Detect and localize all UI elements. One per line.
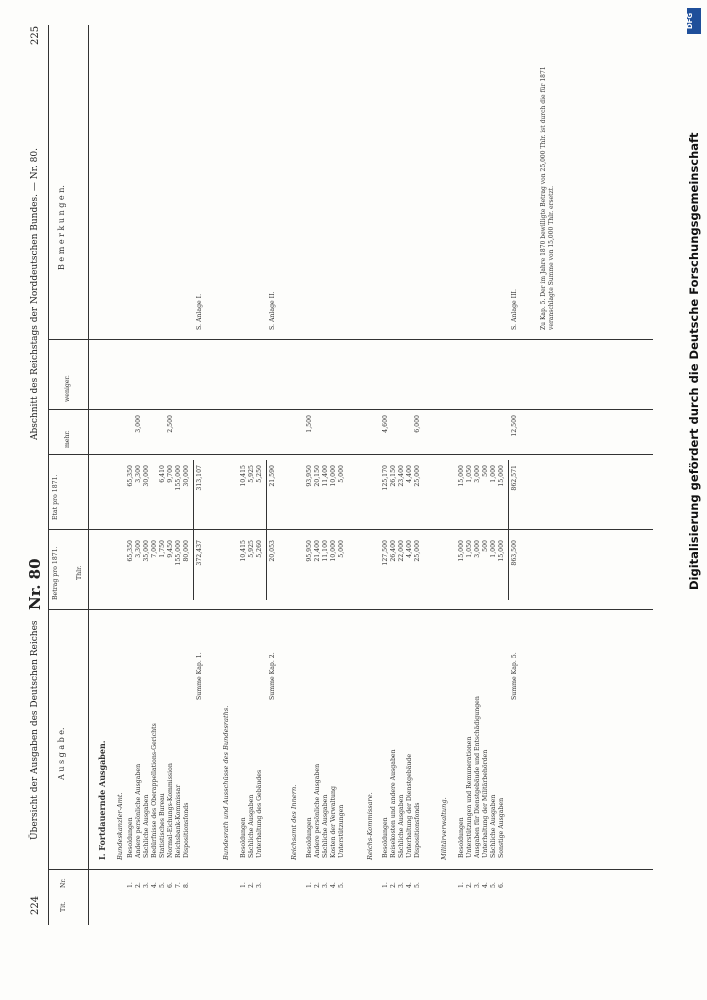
row-value: 3,300 <box>135 540 142 558</box>
row-etat: 155,000 <box>175 465 182 491</box>
page-number-left: 224 <box>30 895 41 915</box>
row-value: 9,450 <box>167 540 174 558</box>
row-etat: 26,150 <box>390 465 397 487</box>
dfg-banner <box>682 0 707 1000</box>
side-value: 1,500 <box>306 415 313 433</box>
row-label: Unterstützungen und Remunerationen <box>466 736 473 858</box>
row-nr: 1. <box>458 882 465 888</box>
row-nr: 1. <box>306 882 313 888</box>
column-header-rule <box>88 25 89 925</box>
remark-anlage-3: Zu Kap. 5. Der im Jahre 1870 bewilligte Betrag von 25,000 Thlr. ist durch die für 1871 veranschlagte Summe von 15,000 Thlr. ersetzt. <box>540 66 556 330</box>
row-etat: 65,350 <box>127 465 134 487</box>
group-title: Reichs-Kommissare. <box>366 792 374 860</box>
col-header-thlr: Thlr. <box>76 565 83 580</box>
row-nr: 4. <box>406 882 413 888</box>
row-label: Besoldungen <box>127 817 134 858</box>
group-title: Bundeskanzler-Amt. <box>116 792 124 860</box>
group-title: Bundesrath und Ausschüsse des Bundesraths. <box>222 705 230 860</box>
row-nr: 6. <box>167 882 174 888</box>
row-value: 80,000 <box>183 540 190 562</box>
group-total-label: Summe Kap. 5. <box>511 652 518 700</box>
row-value: 15,000 <box>498 540 505 562</box>
row-nr: 1. <box>240 882 247 888</box>
row-label: Sächliche Ausgaben <box>398 794 405 858</box>
row-label: Andere persönliche Ausgaben <box>314 763 321 858</box>
col-divider-2 <box>48 609 653 610</box>
row-value: 500 <box>482 540 489 552</box>
group-note: S. Anlage III. <box>511 289 518 330</box>
row-label: Andere persönliche Ausgaben <box>135 763 142 858</box>
row-nr: 5. <box>414 882 421 888</box>
row-etat: 3,300 <box>135 465 142 483</box>
row-nr: 2. <box>135 882 142 888</box>
side-value: 3,000 <box>135 415 142 433</box>
row-label: Besoldungen <box>458 817 465 858</box>
row-value: 1,050 <box>466 540 473 558</box>
sum-rule <box>193 460 194 600</box>
col-header-betrag: Betrag pro 1871. <box>52 546 59 600</box>
row-label: Sächliche Ausgaben <box>143 794 150 858</box>
sum-rule <box>508 460 509 600</box>
row-nr: 3. <box>398 882 405 888</box>
row-label: Sonstige Ausgaben <box>498 797 505 858</box>
row-etat: 11,400 <box>322 465 329 487</box>
group-title: Reichsamt des Innern. <box>290 784 298 860</box>
row-nr: 2. <box>466 882 473 888</box>
col-divider-6 <box>48 339 653 340</box>
row-value: 155,000 <box>175 540 182 566</box>
row-value: 26,400 <box>390 540 397 562</box>
group-total-etat: 21,590 <box>269 465 276 487</box>
row-nr: 5. <box>490 882 497 888</box>
group-total-etat: 313,107 <box>196 465 203 491</box>
dfg-banner-text: Digitalisierung gefördert durch die Deutsche Forschungsgemeinschaft <box>687 132 701 590</box>
row-label: Besoldungen <box>306 817 313 858</box>
col-header-bemerkungen: B e m e r k u n g e n. <box>57 185 66 270</box>
row-nr: 5. <box>159 882 166 888</box>
row-value: 95,950 <box>306 540 313 562</box>
page-header-center: Nr. 80 <box>26 558 44 610</box>
row-etat: 9,700 <box>167 465 174 483</box>
row-label: Reisekosten und andere Ausgaben <box>390 749 397 858</box>
row-label: Statistisches Bureau <box>159 793 166 858</box>
row-value: 21,400 <box>314 540 321 562</box>
row-value: 65,350 <box>127 540 134 562</box>
row-label: Sächliche Ausgaben <box>490 794 497 858</box>
row-value: 127,500 <box>382 540 389 566</box>
row-etat: 1,050 <box>466 465 473 483</box>
group-total: 20,053 <box>269 540 276 562</box>
row-label: Unterhaltung des Gebäudes <box>256 769 263 858</box>
page-header-right: Abschnitt des Reichstags der Norddeutschen Bundes. — Nr. 80. <box>30 148 40 440</box>
row-nr: 5. <box>338 882 345 888</box>
col-header-titel: Tit. <box>60 901 67 912</box>
row-nr: 8. <box>183 882 190 888</box>
col-divider-5 <box>48 409 653 410</box>
row-etat: 15,000 <box>498 465 505 487</box>
row-etat: 5,000 <box>338 465 345 483</box>
row-label: Bedürfnisse des Oberappellations-Gerichts <box>151 723 158 858</box>
dfg-logo-icon <box>687 8 701 34</box>
page-number-right: 225 <box>30 25 41 45</box>
row-etat: 30,000 <box>183 465 190 487</box>
row-etat: 125,170 <box>382 465 389 491</box>
col-header-nr: Nr. <box>60 878 67 888</box>
row-value: 22,000 <box>398 540 405 562</box>
row-label: Besoldungen <box>240 817 247 858</box>
side-value: 6,000 <box>414 415 421 433</box>
side-value: 12,500 <box>511 415 518 437</box>
group-title: Militärverwaltung. <box>440 797 448 860</box>
group-total-label: Summe Kap. 2. <box>269 652 276 700</box>
row-value: 4,400 <box>406 540 413 558</box>
row-nr: 7. <box>175 882 182 888</box>
side-value: 2,500 <box>167 415 174 433</box>
row-value: 5,260 <box>256 540 263 558</box>
row-label: Besoldungen <box>382 817 389 858</box>
row-etat: 10,415 <box>240 465 247 487</box>
col-divider-1 <box>48 869 653 870</box>
group-total: 863,500 <box>511 540 518 566</box>
row-value: 1,000 <box>490 540 497 558</box>
row-label: Kosten der Verwaltung <box>330 786 337 858</box>
row-value: 5,925 <box>248 540 255 558</box>
row-etat: 500 <box>482 465 489 477</box>
group-note: S. Anlage I. <box>196 293 203 330</box>
row-label: Normal-Eichungs-Kommission <box>167 763 174 858</box>
row-label: Reichsbank-Kommissar <box>175 784 182 858</box>
row-value: 35,000 <box>143 540 150 562</box>
row-nr: 2. <box>390 882 397 888</box>
row-value: 1,750 <box>159 540 166 558</box>
row-etat: 23,400 <box>398 465 405 487</box>
row-value: 3,000 <box>474 540 481 558</box>
row-value: 5,000 <box>338 540 345 558</box>
row-etat: 6,410 <box>159 465 166 483</box>
row-etat: 1,000 <box>490 465 497 483</box>
group-total-label: Summe Kap. 1. <box>196 652 203 700</box>
col-divider-3 <box>48 529 653 530</box>
section-title: I. Fortdauernde Ausgaben. <box>97 740 107 860</box>
row-etat: 10,000 <box>330 465 337 487</box>
row-value: 10,415 <box>240 540 247 562</box>
row-value: 11,100 <box>322 540 329 562</box>
row-label: Unterhaltung der Dienstgebäude <box>406 753 413 858</box>
row-nr: 2. <box>314 882 321 888</box>
row-etat: 5,925 <box>248 465 255 483</box>
row-label: Sächliche Ausgaben <box>322 794 329 858</box>
row-etat: 93,950 <box>306 465 313 487</box>
col-header-ausgabe: A u s g a b e. <box>57 727 66 780</box>
row-nr: 3. <box>143 882 150 888</box>
row-etat: 5,250 <box>256 465 263 483</box>
row-value: 25,000 <box>414 540 421 562</box>
row-label: Ausgaben für Dienstgebäude und Entschädigungen <box>474 696 481 858</box>
row-nr: 4. <box>151 882 158 888</box>
row-etat: 4,400 <box>406 465 413 483</box>
row-value: 15,000 <box>458 540 465 562</box>
header-rule <box>48 25 49 925</box>
row-etat: 3,000 <box>474 465 481 483</box>
group-total-etat: 862,571 <box>511 465 518 491</box>
dfg-logo-text: DFG <box>686 12 695 30</box>
row-label: Dispositionsfonds <box>183 802 190 858</box>
row-label: Sächliche Ausgaben <box>248 794 255 858</box>
group-note: S. Anlage II. <box>269 291 276 330</box>
row-etat: 30,000 <box>143 465 150 487</box>
row-nr: 3. <box>474 882 481 888</box>
page-header-left: Übersicht der Ausgaben des Deutschen Reiches <box>30 620 40 840</box>
row-value: 7,000 <box>151 540 158 558</box>
row-nr: 3. <box>322 882 329 888</box>
row-nr: 4. <box>330 882 337 888</box>
col-header-etat: Etat pro 1871. <box>52 474 59 520</box>
row-nr: 1. <box>127 882 134 888</box>
col-header-weniger: weniger. <box>64 375 71 402</box>
col-header-mehr: mehr. <box>64 430 71 448</box>
row-label: Unterhaltung der Militärbehörden <box>482 749 489 858</box>
row-nr: 2. <box>248 882 255 888</box>
sum-rule <box>266 460 267 600</box>
row-nr: 6. <box>498 882 505 888</box>
row-nr: 4. <box>482 882 489 888</box>
row-etat: 15,000 <box>458 465 465 487</box>
row-value: 10,000 <box>330 540 337 562</box>
row-label: Unterstützungen <box>338 804 345 858</box>
row-nr: 1. <box>382 882 389 888</box>
col-divider-4 <box>48 454 653 455</box>
group-total: 372,437 <box>196 540 203 566</box>
row-etat: 25,000 <box>414 465 421 487</box>
side-value: 4,600 <box>382 415 389 433</box>
row-label: Dispositionsfonds <box>414 802 421 858</box>
row-nr: 3. <box>256 882 263 888</box>
row-etat: 20,150 <box>314 465 321 487</box>
